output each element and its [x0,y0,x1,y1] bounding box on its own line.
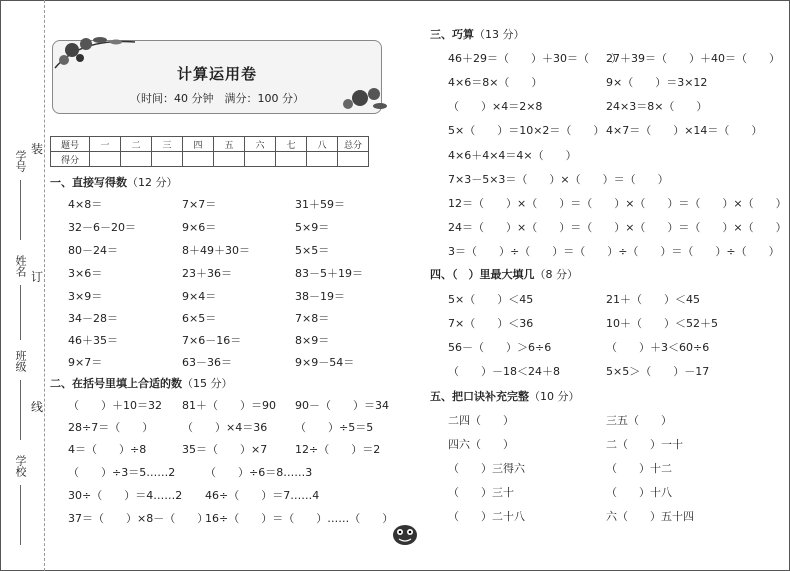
question: 二（ ）一十 [606,438,683,451]
table-cell: 四 [183,137,214,152]
question: 16÷（ ）＝（ ）……（ ） [205,512,394,525]
question: 二四（ ） [448,414,514,427]
question: 8×9＝ [295,334,330,347]
question: 46＋29＝（ ）＋30＝（ ） [448,52,622,65]
table-cell: 题号 [51,137,90,152]
question: 46＋35＝ [68,334,118,347]
table-cell: 三 [152,137,183,152]
answer-line [20,285,21,340]
question: 4＝（ ）÷8 [68,443,147,456]
section-heading: 二、在括号里填上合适的数（15 分） [50,377,233,390]
question: 4×7＝（ ）×14＝（ ） [606,124,763,137]
question: 3＝（ ）÷（ ）＝（ ）÷（ ）＝（ ）÷（ ） [448,245,780,258]
score-cell[interactable] [307,152,338,167]
question: 6×5＝ [182,312,217,325]
name-label: 姓名 [14,255,27,277]
question: 56－（ ）＞6÷6 [448,341,552,354]
question: 7×3－5×3＝（ ）×（ ）＝（ ） [448,173,669,186]
score-header-row [51,137,369,152]
question: 9×4＝ [182,290,217,303]
table-cell: 二 [121,137,152,152]
question: 四六（ ） [448,438,514,451]
question: 80－24＝ [68,244,118,257]
page-subtitle: （时间：40 分钟 满分：100 分） [130,92,304,105]
question: （ ）十二 [606,462,672,475]
question: 34－28＝ [68,312,118,325]
question: （ ）三十 [448,486,514,499]
question: 3×9＝ [68,290,103,303]
score-cell[interactable] [276,152,307,167]
table-cell: 一 [90,137,121,152]
question: 5×5＝ [295,244,330,257]
question: 90－（ ）＝34 [295,399,389,412]
section-heading: 四、（ ）里最大填几（8 分） [430,268,578,281]
question: 4×6＝8×（ ） [448,76,543,89]
question: 24＝（ ）×（ ）＝（ ）×（ ）＝（ ）×（ ） [448,221,787,234]
question: 30÷（ ）＝4……2 [68,489,183,502]
question: 4×8＝ [68,198,103,211]
flower-decoration-icon [330,80,390,116]
score-row [51,152,369,167]
score-cell[interactable] [338,152,369,167]
question: 31＋59＝ [295,198,345,211]
question: （ ）÷5＝5 [295,421,374,434]
binding-mark: 线 [31,400,44,414]
score-cell[interactable] [121,152,152,167]
question: 5×（ ）＜45 [448,293,534,306]
page-title: 计算运用卷 [176,65,257,83]
question: 83－5＋19＝ [295,267,363,280]
question: 38－19＝ [295,290,345,303]
answer-line [20,380,21,440]
question: 7×6－16＝ [182,334,242,347]
table-cell: 八 [307,137,338,152]
question: 46÷（ ）＝7……4 [205,489,320,502]
question: 10＋（ ）＜52＋5 [606,317,718,330]
question: 4×6＋4×4＝4×（ ） [448,149,577,162]
question: 六（ ）五十四 [606,510,694,523]
table-cell: 总分 [338,137,369,152]
question: 三五（ ） [606,414,672,427]
flower-decoration-icon [50,28,140,78]
score-cell[interactable] [90,152,121,167]
question: （ ）＋10＝32 [68,399,162,412]
question: （ ）÷3＝5……2 [68,466,176,479]
table-cell: 六 [245,137,276,152]
question: 23＋36＝ [182,267,232,280]
section-heading: 一、直接写得数（12 分） [50,176,178,189]
mascot-logo-icon [390,520,420,546]
question: 21＋（ ）＜45 [606,293,700,306]
question: 5×9＝ [295,221,330,234]
section-heading: 五、把口诀补充完整（10 分） [430,390,580,403]
question: 8＋49＋30＝ [182,244,250,257]
score-cell[interactable] [152,152,183,167]
question: 3×6＝ [68,267,103,280]
question: （ ）二十八 [448,510,525,523]
question: 63－36＝ [182,356,232,369]
score-table [50,136,369,167]
question: （ ）十八 [606,486,672,499]
question: 37＝（ ）×8－（ ） [68,512,209,525]
binding-mark: 订 [31,270,44,284]
question: 35＝（ ）×7 [182,443,268,456]
question: 24×3＝8×（ ） [606,100,708,113]
class-label: 班级 [14,350,27,372]
question: （ ）÷6＝8……3 [205,466,313,479]
question: （ ）×4＝36 [182,421,268,434]
question: 9×7＝ [68,356,103,369]
question: 32－6－20＝ [68,221,136,234]
question: （ ）＋3＜60÷6 [606,341,710,354]
answer-line [20,485,21,545]
school-label: 学校 [14,455,27,477]
student-id-label: 学号 [14,150,27,172]
question: 7×（ ）＜36 [448,317,534,330]
table-cell: 七 [276,137,307,152]
table-cell: 得分 [51,152,90,167]
question: 5×（ ）＝10×2＝（ ） [448,124,605,137]
table-cell: 五 [214,137,245,152]
question: 12＝（ ）×（ ）＝（ ）×（ ）＝（ ）×（ ） [448,197,787,210]
score-cell[interactable] [183,152,214,167]
question: 12÷（ ）＝2 [295,443,381,456]
question: （ ）－18＜24＋8 [448,365,560,378]
question: 7×7＝ [182,198,217,211]
question: 9×6＝ [182,221,217,234]
question: 5×5＞（ ）－17 [606,365,710,378]
section-heading: 三、巧算（13 分） [430,28,525,41]
question: 9×9－54＝ [295,356,355,369]
question: （ ）三得六 [448,462,525,475]
question: （ ）×4＝2×8 [448,100,543,113]
question: 28÷7＝（ ） [68,421,154,434]
score-cell[interactable] [245,152,276,167]
score-cell[interactable] [214,152,245,167]
question: 27＋39＝（ ）＋40＝（ ） [606,52,780,65]
answer-line [20,180,21,240]
question: 7×8＝ [295,312,330,325]
question: 9×（ ）＝3×12 [606,76,708,89]
binding-mark: 装 [31,142,44,156]
binding-margin [0,0,45,571]
question: 81＋（ ）＝90 [182,399,276,412]
